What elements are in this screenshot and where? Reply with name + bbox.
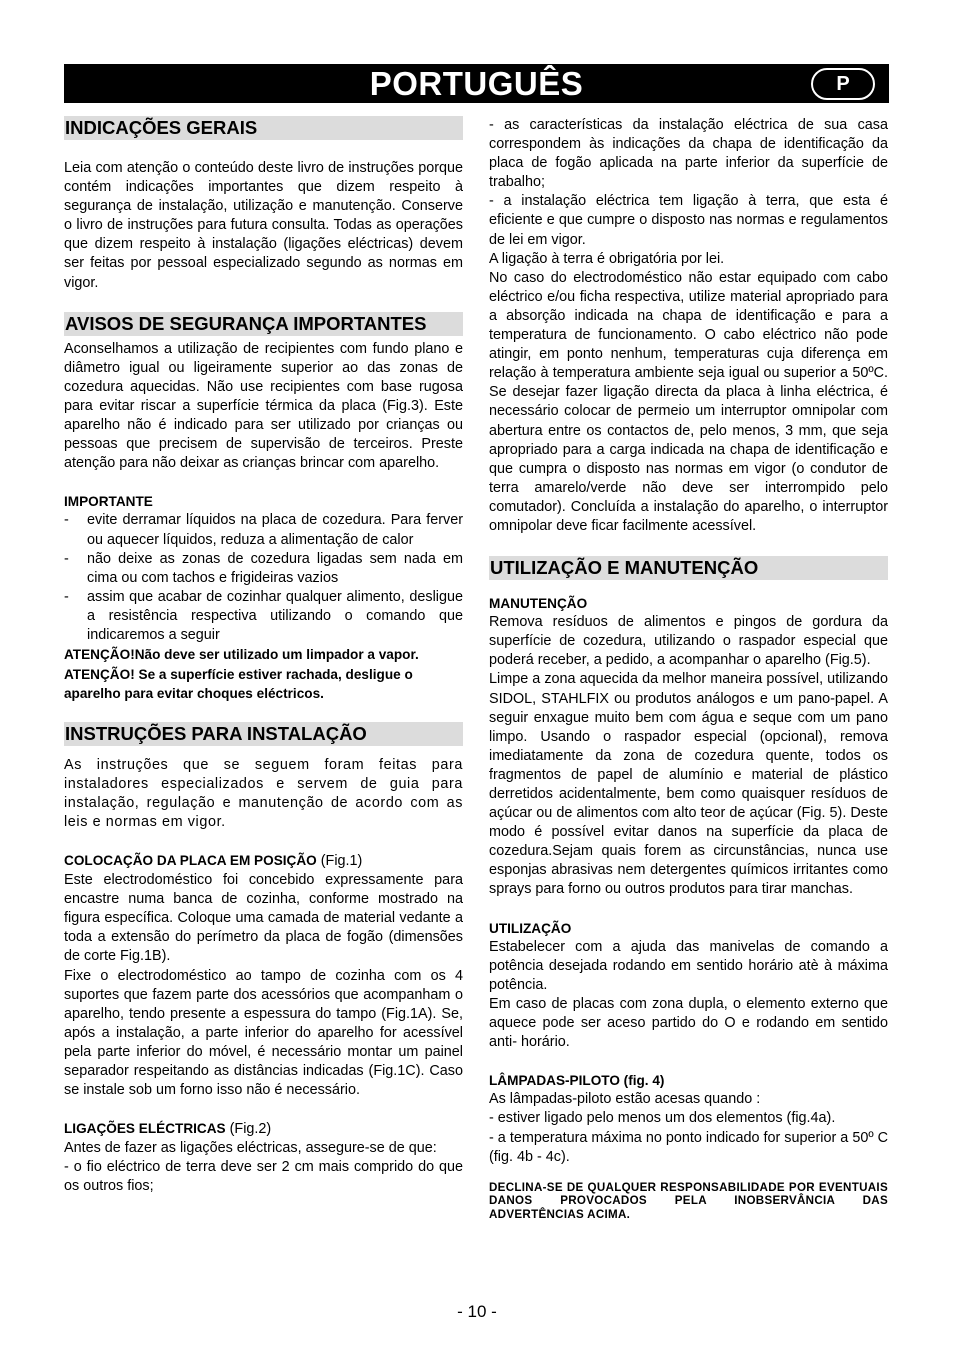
disclaimer: DECLINA-SE DE QUALQUER RESPONSABILIDADE POR EVENTUAIS DANOS PROVOCADOS PELA INOBSERVÂNCIA DAS ADVERTÊNCIAS ACIMA. xyxy=(489,1180,888,1221)
electrical-text: - o fio eléctrico de terra deve ser 2 cm mais comprido do que os outros fios; xyxy=(64,1159,463,1195)
section-heading-utilizacao-manutencao: UTILIZAÇÃO E MANUTENÇÃO xyxy=(489,556,888,580)
electrical-text: - a instalação eléctrica tem ligação à terra, que esta é eficiente e que cumpre o disposto nas normas e regulamentos de lei em vigor. xyxy=(489,193,888,248)
right-column xyxy=(489,116,888,1221)
importante-label: IMPORTANTE xyxy=(64,494,153,510)
maintenance-text: Limpe a zona aquecida da melhor maneira possível, utilizando SIDOL, STAHLFIX ou produtos análogos e um pano-papel. A seguir enxague muito bem com água e seque com um pano limpo. Usando o raspador especial (opcional), remova imediatamente da zona de cozedura quente, todos os fragmentos de papel de alumínio e material de plástico derretidos acidentalmente, bem como quaisquer resíduos de açúcar ou de alimentos com alto teor de açúcar (Fig. 5). Deste modo é possível evitar danos na superfície da placa de cozedura.Sejam quais forem as circunstâncias, nunca use esponjas abrasivas nem detergentes químicos irritantes como sprays para forno ou outros produtos para tirar manchas. xyxy=(489,671,888,898)
section-heading-instrucoes-instalacao: INSTRUÇÕES PARA INSTALAÇÃO xyxy=(64,722,463,746)
language-banner xyxy=(64,64,889,103)
cracked-surface-warning: ATENÇÃO! Se a superfície estiver rachada, desligue o aparelho para evitar choques eléctricos. xyxy=(64,666,413,702)
steam-cleaner-warning: ATENÇÃO!Não deve ser utilizado um limpador a vapor. xyxy=(64,647,419,663)
section-heading-avisos-seguranca: AVISOS DE SEGURANÇA IMPORTANTES xyxy=(64,312,463,336)
left-column xyxy=(64,116,463,1197)
importante-list xyxy=(64,511,463,645)
pilot-lamps-text: - a temperatura máxima no ponto indicado for superior a 50º C (fig. 4b - 4c). xyxy=(489,1129,888,1165)
usage-label: UTILIZAÇÃO xyxy=(489,920,572,936)
maintenance-text: Remova resíduos de alimentos e pingos de gordura da superfície de cozedura, utilizando o raspador especial que poderá receber, a pedido, a acompanhar o aparelho (Fig.5). xyxy=(489,614,888,669)
electrical-text: No caso do electrodoméstico não estar equipado com cabo eléctrico e/ou ficha respectiva, utilize material apropriado para a absorção indicada na chapa de identificação e para a temperatura de funcionamento. O cabo eléctrico não pode atingir, em ponto nenhum, temperaturas cuja diferença em relação à temperatura ambiente seja igual ou superior a 50ºC. Se desejar fazer ligação directa da placa à linha eléctrica, é necessário colocar de permeio um interruptor omnipolar com abertura entre os contactos de, pelo menos, 3 mm, que seja apropriado para a carga indicada na chapa de identificação e que cumpra o disposto nas normas em vigor (o condutor de terra amarelo/verde não deve ser interrompido pelo comutador). Concluída a instalação do aparelho, o interruptor omnipolar deve ficar facilmente acessível. xyxy=(489,269,888,534)
safety-warnings-text: Aconselhamos a utilização de recipientes com fundo plano e diâmetro igual ou ligeiramente superior ao das zonas de cozedura aquecidas. Não use recipientes com base rugosa para evitar riscar a superfície térmica da placa (Fig.3). Este aparelho não é indicado para ser utilizado por crianças ou pessoas que precisem de supervisão de terceiros. Preste atenção para não deixar as crianças brincar com aparelho. xyxy=(64,340,463,472)
usage-text: Estabelecer com a ajuda das manivelas de comando a potência desejada rodando em sentido horário atè à máxima potência. xyxy=(489,938,888,993)
electrical-text: - as características da instalação eléctrica de sua casa correspondem às indicações da chapa de identificação da placa de fogão aplicada na parte inferior da superfície de trabalho; xyxy=(489,117,888,191)
section-heading-indicacoes-gerais: INDICAÇÕES GERAIS xyxy=(64,116,463,140)
list-item: - assim que acabar de cozinhar qualquer alimento, desligue a resistência respectiva utilizando o comando que indicaremos a seguir xyxy=(64,588,463,645)
language-badge: P xyxy=(811,68,875,100)
placement-heading xyxy=(64,851,463,871)
maintenance-label: MANUTENÇÃO xyxy=(489,596,588,612)
general-instructions-text: Leia com atenção o conteúdo deste livro de instruções porque contém indicações importantes que dizem respeito à segurança de instalação, utilização e manutenção. Conserve o livro de instruções para futura consulta. Todas as operações que dizem respeito à instalação (ligações eléctricas) devem ser feitas por pessoal especializado segundo as normas em vigor. xyxy=(64,160,463,291)
page-number: - 10 - xyxy=(457,1302,497,1321)
usage-text: Em caso de placas com zona dupla, o elemento externo que aquece pode ser aceso partido do O e rodando em sentido anti- horário. xyxy=(489,995,888,1051)
pilot-lamps-label: LÂMPADAS-PILOTO (fig. 4) xyxy=(489,1073,665,1089)
placement-text: Fixe o electrodoméstico ao tampo de cozinha com os 4 suportes que fazem parte dos acessórios que acompanham o aparelho, tendo presente a espessura do tampo (Fig.1A). Se, após a instalação, a parte inferior do aparelho for acessível pela parte inferior do móvel, é necessário montar um painel separador respeitando as distâncias indicadas (Fig.1C). Caso se instale sob um forno isso não é necessário. xyxy=(64,967,463,1099)
placement-label: COLOCAÇÃO DA PLACA EM POSIÇÃO xyxy=(64,852,317,868)
electrical-text: Antes de fazer as ligações eléctricas, assegure-se de que: xyxy=(64,1140,437,1157)
page-title: PORTUGUÊS xyxy=(369,65,584,102)
installation-intro-text: As instruções que se seguem foram feitas para instaladores especializados e servem de guia para instalação, regulação e manutenção de acordo com as leis e normas em vigor. xyxy=(64,756,463,830)
electrical-label: LIGAÇÕES ELÉCTRICAS xyxy=(64,1121,226,1137)
pilot-lamps-text: - estiver ligado pelo menos um dos elementos (fig.4a). xyxy=(489,1110,836,1127)
pilot-lamps-text: As lâmpadas-piloto estão acesas quando : xyxy=(489,1091,761,1108)
electrical-heading xyxy=(64,1119,463,1139)
list-item: - não deixe as zonas de cozedura ligadas sem nada em cima ou com tachos e frigideiras vazios xyxy=(64,550,463,588)
electrical-text: A ligação à terra é obrigatória por lei. xyxy=(489,250,725,267)
list-item: - evite derramar líquidos na placa de cozedura. Para ferver ou aquecer líquidos, reduza a alimentação de calor xyxy=(64,511,463,549)
placement-figure-ref: (Fig.1) xyxy=(320,852,363,869)
placement-text: Este electrodoméstico foi concebido expressamente para encastre numa banca de cozinha, conforme mostrado na figura específica. Coloque uma camada de material vedante a toda a extensão do perímetro da placa de fogão (dimensões de corte Fig.1B). xyxy=(64,872,463,965)
electrical-figure-ref: (Fig.2) xyxy=(229,1121,272,1138)
